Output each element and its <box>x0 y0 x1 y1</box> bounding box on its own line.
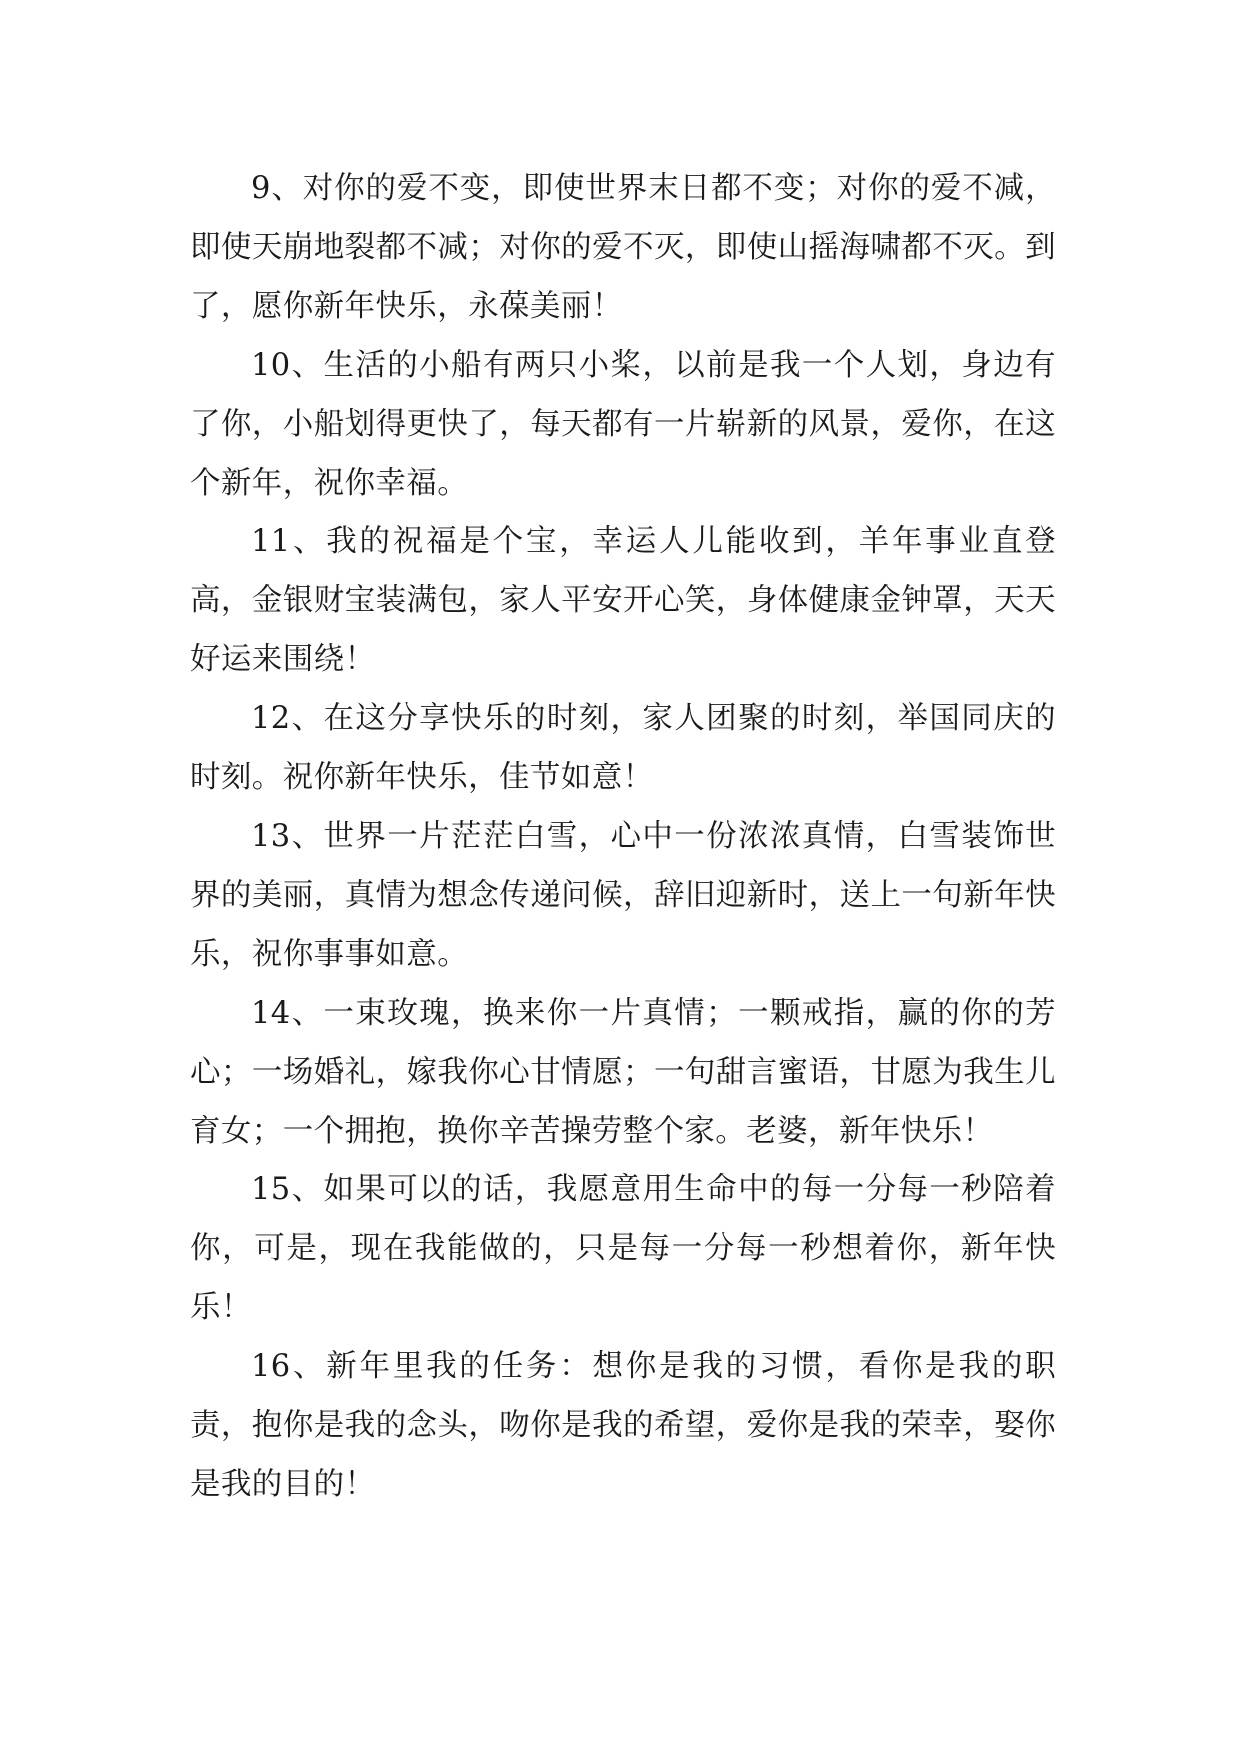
paragraph-10: 10、生活的小船有两只小桨，以前是我一个人划，身边有了你，小船划得更快了，每天都有一片崭新的风景，爱你，在这个新年，祝你幸福。 <box>190 347 1056 501</box>
paragraph-15: 15、如果可以的话，我愿意用生命中的每一分每一秒陪着你，可是，现在我能做的，只是每一分每一秒想着你，新年快乐！ <box>190 1172 1056 1326</box>
paragraph-16: 16、新年里我的任务：想你是我的习惯，看你是我的职责，抱你是我的念头，吻你是我的希望，爱你是我的荣幸，娶你是我的目的！ <box>190 1349 1056 1502</box>
paragraph-13: 13、世界一片茫茫白雪，心中一份浓浓真情，白雪装饰世界的美丽，真情为想念传递问候，辞旧迎新时，送上一句新年快乐，祝你事事如意。 <box>190 818 1056 972</box>
paragraph-9: 9、对你的爱不变，即使世界末日都不变；对你的爱不减，即使天崩地裂都不减；对你的爱不灭，即使山摇海啸都不灭。到了，愿你新年快乐，永葆美丽！ <box>190 171 1056 324</box>
paragraph-11: 11、我的祝福是个宝，幸运人儿能收到，羊年事业直登高，金银财宝装满包，家人平安开心笑，身体健康金钟罩，天天好运来围绕！ <box>190 524 1056 678</box>
document-body <box>190 160 1056 1515</box>
paragraph-14: 14、一束玫瑰，换来你一片真情；一颗戒指，赢的你的芳心；一场婚礼，嫁我你心甘情愿；一句甜言蜜语，甘愿为我生儿育女；一个拥抱，换你辛苦操劳整个家。老婆，新年快乐！ <box>190 995 1056 1149</box>
paragraph-12: 12、在这分享快乐的时刻，家人团聚的时刻，举国同庆的时刻。祝你新年快乐，佳节如意！ <box>190 701 1056 796</box>
